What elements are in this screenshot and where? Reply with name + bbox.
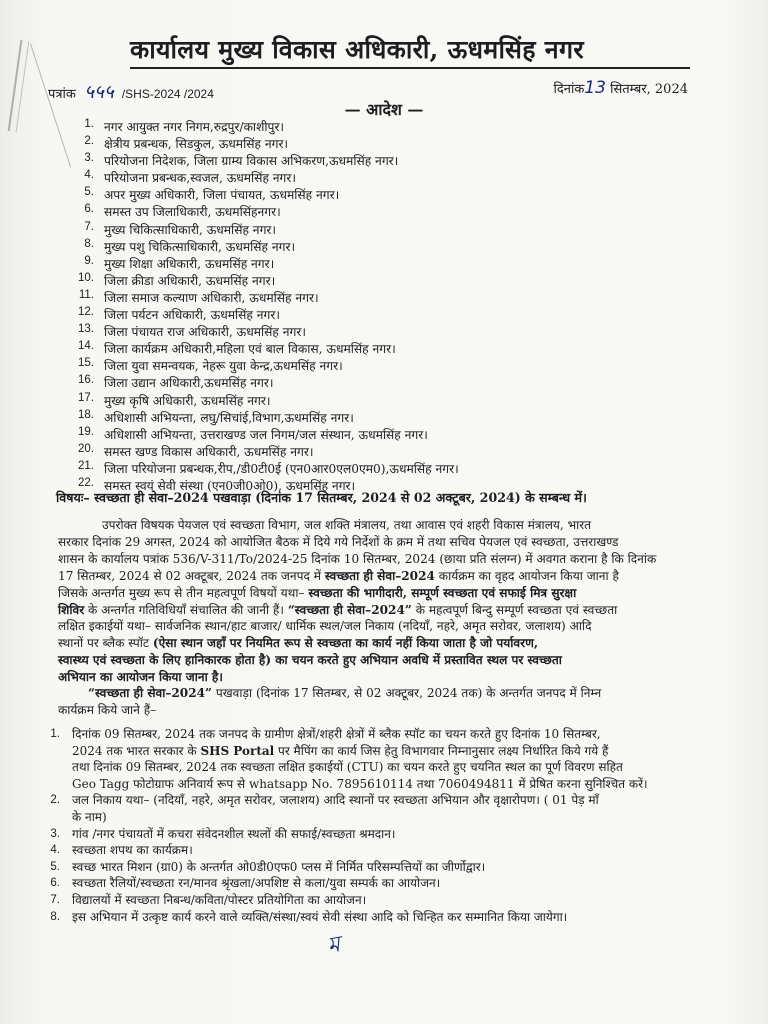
addressee-item bbox=[70, 203, 690, 220]
addressee-text: परियोजना निदेशक, जिला ग्राम्य विकास अभिकरण,ऊधमसिंह नगर। bbox=[104, 154, 399, 169]
date-label: दिनांक bbox=[553, 82, 585, 97]
text-span: 17 सितम्बर, 2024 से 02 अक्टूबर, 2024 तक जनपद में bbox=[58, 568, 321, 583]
activity-text bbox=[72, 842, 740, 859]
item-number: 3. bbox=[84, 152, 94, 165]
item-number: 11. bbox=[78, 288, 94, 301]
text-span: स्वच्छता रैलियों/स्वच्छता रन/मानव श्रृंखला/अपशिष्ट से कला/युवा सम्पर्क का आयोजन। bbox=[72, 876, 441, 891]
office-title: कार्यालय मुख्य विकास अधिकारी, ऊधमसिंह नगर bbox=[130, 32, 690, 69]
item-number: 7. bbox=[84, 220, 94, 233]
addressee-text: जिला उद्यान अधिकारी,ऊधमसिंह नगर। bbox=[104, 376, 274, 391]
addressee-item bbox=[70, 409, 690, 426]
item-number: 1. bbox=[84, 118, 94, 130]
addressee-text: जिला पंचायत राज अधिकारी, ऊधमसिंह नगर। bbox=[104, 325, 306, 340]
text-line bbox=[72, 776, 740, 793]
campaign-name: “स्वच्छता ही सेवा–2024” bbox=[287, 602, 412, 617]
addressee-text: जिला कार्यक्रम अधिकारी,महिला एवं बाल विकास, ऊधमसिंह नगर। bbox=[104, 342, 396, 357]
item-number: 8. bbox=[50, 910, 60, 923]
item-number: 4. bbox=[50, 844, 60, 857]
text-line: अभियान का आयोजन किया जाना है। bbox=[58, 670, 223, 685]
item-number: 16. bbox=[78, 374, 94, 387]
addressee-item bbox=[70, 135, 690, 152]
text-line bbox=[58, 635, 736, 652]
item-number: 5. bbox=[84, 186, 94, 199]
activity-item bbox=[40, 726, 740, 792]
text-span: पखवाड़ा (दिनांक 17 सितम्बर, से 02 अक्टूबर, 2024 तक) के अन्तर्गत जनपद में निम्न bbox=[215, 686, 602, 700]
addressee-text: अधिशासी अभियन्ता, उत्तराखण्ड जल निगम/जल संस्थान, ऊधमसिंह नगर। bbox=[104, 427, 428, 442]
activity-item bbox=[40, 826, 740, 843]
item-number: 12. bbox=[78, 306, 94, 319]
text-line bbox=[58, 602, 736, 619]
text-line bbox=[72, 743, 740, 760]
addressee-item bbox=[70, 443, 690, 460]
addressee-item bbox=[70, 272, 690, 289]
text-line bbox=[72, 909, 740, 926]
addressee-text: क्षेत्रीय प्रबन्धक, सिडकुल, ऊधमसिंह नगर। bbox=[104, 137, 289, 152]
addressee-text: जिला समाज कल्याण अधिकारी, ऊधमसिंह नगर। bbox=[104, 290, 319, 305]
addressee-text: मुख्य पशु चिकित्साधिकारी, ऊधमसिंह नगर। bbox=[104, 239, 296, 254]
addressee-item bbox=[70, 460, 690, 477]
text-span: के महत्वपूर्ण बिन्दु सम्पूर्ण स्वच्छता एवं स्वच्छता bbox=[415, 602, 618, 617]
activity-text bbox=[72, 892, 740, 909]
text-line: सरकार दिनांक 29 अगस्त, 2024 को आयोजित बैठक में दिये गये निर्देशों के क्रम में तथा सचिव पेयजल एवं स्वच्छता, उत्तराखण्ड bbox=[58, 534, 619, 549]
addressee-item bbox=[70, 323, 690, 340]
item-number: 17. bbox=[78, 391, 94, 404]
addressee-text: जिला पर्यटन अधिकारी, ऊधमसिंह नगर। bbox=[104, 308, 280, 323]
item-number: 13. bbox=[78, 323, 94, 336]
item-number: 4. bbox=[84, 169, 94, 182]
activity-item bbox=[40, 875, 740, 892]
item-number: 6. bbox=[84, 203, 94, 216]
text-span: के नाम) bbox=[72, 809, 107, 824]
text-line bbox=[58, 685, 736, 702]
text-line bbox=[72, 875, 740, 892]
text-span: पर मैपिंग का कार्य जिस हेतु विभागवार निम्नानुसार लक्ष्य निर्धारित किये गये हैं bbox=[274, 743, 609, 758]
item-number: 9. bbox=[84, 254, 94, 267]
addressee-text: जिला युवा समन्वयक, नेहरू युवा केन्द्र,ऊधमसिंह नगर। bbox=[104, 359, 343, 374]
text-span: स्वच्छ भारत मिशन (ग्रा0) के अन्तर्गत ओ0डी0एफ0 प्लस में निर्मित परिसम्पत्तियों का जीर्णोद्वार। bbox=[72, 859, 486, 874]
addressee-text: समस्त उप जिलाधिकारी, ऊधमसिंहनगर। bbox=[104, 205, 281, 220]
text-line: कार्यक्रम किये जाने हैं– bbox=[58, 702, 157, 717]
text-span: विद्यालयों में स्वच्छता निबन्ध/कविता/पोस्टर प्रतियोगिता का आयोजन। bbox=[72, 892, 367, 907]
text-span: कार्यक्रम का वृहद आयोजन किया जाना है bbox=[438, 568, 619, 583]
addressee-text: अपर मुख्य अधिकारी, जिला पंचायत, ऊधमसिंह नगर। bbox=[104, 188, 340, 203]
text-span: जिसके अन्तर्गत मुख्य रूप से तीन महत्वपूर्ण विषयों यथा– bbox=[58, 585, 305, 600]
addressee-item bbox=[70, 186, 690, 203]
activity-text bbox=[72, 826, 740, 843]
text-span: Geo Tagg फोटोग्राफ अनिवार्य रूप से whatsapp No. 7895610114 तथा 7060494811 में प्रेषित करना सुनिश्चित करें। bbox=[72, 776, 648, 791]
addressee-item bbox=[70, 152, 690, 169]
addressee-text: मुख्य कृषि अधिकारी, ऊधमसिंह नगर। bbox=[104, 393, 271, 408]
addressee-list bbox=[70, 118, 690, 494]
addressee-text: परियोजना प्रबन्धक,स्वजल, ऊधमसिंह नगर। bbox=[104, 171, 297, 186]
text-span: के अन्तर्गत गतिविधियाँ संचालित की जानी हैं। bbox=[88, 602, 284, 617]
item-number: 20. bbox=[78, 442, 94, 455]
text-span: इस अभियान में उत्कृष्ट कार्य करने वाले व्यक्ति/संस्था/स्वयं सेवी संस्था आदि को चिन्हित कर सम्मानित किया जायेगा। bbox=[72, 909, 568, 924]
item-number: 14. bbox=[78, 340, 94, 353]
activity-text bbox=[72, 792, 740, 825]
date-rest: सितम्बर, 2024 bbox=[610, 82, 688, 97]
item-number: 1. bbox=[50, 728, 60, 740]
subject-line: विषयः– स्वच्छता ही सेवा–2024 पखवाड़ा (दिनांक 17 सितम्बर, 2024 से 02 अक्टूबर, 2024) के सम्बन्ध में। bbox=[56, 490, 587, 505]
activity-text bbox=[72, 726, 740, 792]
campaign-name: “स्वच्छता ही सेवा–2024” bbox=[88, 686, 213, 700]
addressee-item bbox=[70, 357, 690, 374]
item-number: 10. bbox=[78, 271, 94, 284]
addressee-text: समस्त खण्ड विकास अधिकारी, ऊधमसिंह नगर। bbox=[104, 444, 314, 459]
black-spot-definition: (ऐसा स्थान जहाँ पर नियमित रूप से स्वच्छता का कार्य नहीं किया जाता है जो पर्यावरण, bbox=[152, 636, 539, 651]
addressee-item bbox=[70, 238, 690, 255]
addressee-item bbox=[70, 306, 690, 323]
handwritten-initials: ম bbox=[325, 932, 343, 959]
addressee-item bbox=[70, 255, 690, 272]
text-span: जल निकाय यथा– (नदियाँ, नहरे, अमृत सरोवर, जलाशय) आदि स्थानों पर स्वच्छता अभियान और वृक्षारोपण। ( 01 पेड़ माँ bbox=[72, 793, 599, 808]
text-span: गांव /नगर पंचायतों में कचरा संवेदनशील स्थलों की सफाई/स्वच्छता श्रमदान। bbox=[72, 826, 396, 841]
addressee-text: नगर आयुक्त नगर निगम,रुद्रपुर/काशीपुर। bbox=[104, 120, 285, 134]
addressee-item bbox=[70, 340, 690, 357]
text-span: SHS Portal bbox=[200, 743, 275, 758]
activity-text bbox=[72, 909, 740, 926]
date-day: 13 bbox=[584, 78, 606, 98]
text-span: तथा दिनांक 09 सितम्बर, 2024 तक स्वच्छता लक्षित इकाईयों (CTU) का चयन करते हुए चयनित स्थल का पूर्ण विवरण सहित bbox=[72, 760, 623, 775]
activity-text bbox=[72, 875, 740, 892]
addressee-text: जिला क्रीडा अधिकारी, ऊधमसिंह नगर। bbox=[104, 273, 276, 288]
activity-list bbox=[40, 726, 740, 925]
addressee-item bbox=[70, 221, 690, 238]
campaign-name: स्वच्छता ही सेवा–2024 bbox=[324, 568, 435, 583]
paragraph-1 bbox=[58, 517, 736, 686]
text-line bbox=[72, 792, 740, 809]
item-number: 19. bbox=[78, 425, 94, 438]
text-line bbox=[58, 568, 736, 585]
item-number: 2. bbox=[84, 135, 94, 148]
text-line: उपरोक्त विषयक पेयजल एवं स्वच्छता विभाग, जल शक्ति मंत्रालय, तथा आवास एवं शहरी विकास मंत्रालय, भारत bbox=[102, 518, 592, 532]
text-line bbox=[72, 826, 740, 843]
item-number: 18. bbox=[78, 408, 94, 421]
text-line bbox=[72, 759, 740, 776]
item-number: 22. bbox=[78, 476, 94, 489]
text-line bbox=[72, 809, 740, 826]
text-span: स्वच्छता शपथ का कार्यक्रम। bbox=[72, 843, 193, 858]
item-number: 15. bbox=[78, 357, 94, 370]
order-heading: — आदेश — bbox=[344, 100, 424, 119]
activity-item bbox=[40, 892, 740, 909]
addressee-text: मुख्य चिकित्साधिकारी, ऊधमसिंह नगर। bbox=[104, 222, 277, 237]
addressee-item bbox=[70, 118, 690, 135]
addressee-item bbox=[70, 426, 690, 443]
addressee-text: मुख्य शिक्षा अधिकारी, ऊधमसिंह नगर। bbox=[104, 256, 275, 271]
item-number: 21. bbox=[78, 459, 94, 472]
item-number: 8. bbox=[84, 237, 94, 250]
item-number: 5. bbox=[50, 860, 60, 873]
addressee-text: जिला परियोजना प्रबन्धक,रीप,/डी0टी0ई (एन0आर0एल0एम0),ऊधमसिंह नगर। bbox=[104, 461, 459, 476]
key-themes: स्वच्छता की भागीदारी, सम्पूर्ण स्वच्छता एवं सफाई मित्र सुरक्षा bbox=[308, 585, 577, 600]
text-span: 2024 तक भारत सरकार के bbox=[72, 743, 201, 758]
addressee-item bbox=[70, 169, 690, 186]
text-line bbox=[72, 842, 740, 859]
item-number: 6. bbox=[50, 877, 60, 890]
activity-item bbox=[40, 859, 740, 876]
text-line bbox=[72, 892, 740, 909]
item-number: 7. bbox=[50, 893, 60, 906]
ref-code: /SHS-2024 /2024 bbox=[121, 87, 214, 101]
date bbox=[553, 78, 688, 98]
ref-number: ५५५ bbox=[84, 81, 114, 103]
text-line bbox=[72, 726, 740, 743]
text-span: स्थानों पर ब्लैक स्पॉट bbox=[58, 636, 150, 651]
text-line: शासन के कार्यालय पत्रांक 536/V-311/To/2024-25 दिनांक 10 सितम्बर, 2024 (छाया प्रति संलग्न) में अवगत कराना है कि दिनांक bbox=[58, 551, 657, 566]
item-number: 3. bbox=[50, 827, 60, 840]
activity-text bbox=[72, 859, 740, 876]
addressee-item bbox=[70, 392, 690, 409]
text-line: स्वास्थ्य एवं स्वच्छता के लिए हानिकारक होता है) का चयन करते हुए अभियान अवधि में प्रस्तावित स्थल पर स्वच्छता bbox=[58, 653, 562, 668]
addressee-item bbox=[70, 289, 690, 306]
addressee-text: समस्त स्वयं सेवी संस्था (एन0जी0ओ0), ऊधमसिंह नगर। bbox=[104, 478, 356, 493]
addressee-item bbox=[70, 374, 690, 391]
text-line bbox=[72, 859, 740, 876]
item-number: 2. bbox=[50, 794, 60, 807]
key-themes: शिविर bbox=[58, 602, 85, 617]
ref-label: पत्रांक bbox=[48, 87, 76, 102]
text-span: दिनांक 09 सितम्बर, 2024 तक जनपद के ग्रामीण क्षेत्रों/शहरी क्षेत्रों में ब्लैक स्पॉट का चयन करते हुए दिनांक 10 सितम्बर, bbox=[72, 727, 601, 741]
addressee-text: अधिशासी अभियन्ता, लघु/सिचांई,विभाग,ऊधमसिंह नगर। bbox=[104, 410, 354, 425]
paragraph-2 bbox=[58, 685, 736, 719]
activity-item bbox=[40, 842, 740, 859]
activity-item bbox=[40, 792, 740, 825]
text-line bbox=[58, 585, 736, 602]
activity-item bbox=[40, 909, 740, 926]
text-line: लक्षित इकाईयों यथा– सार्वजनिक स्थान/हाट बाजार/ धार्मिक स्थल/जल निकाय (नदियाँ, नहरे, अमृत सरोवर, जलाशय) आदि bbox=[58, 619, 592, 634]
